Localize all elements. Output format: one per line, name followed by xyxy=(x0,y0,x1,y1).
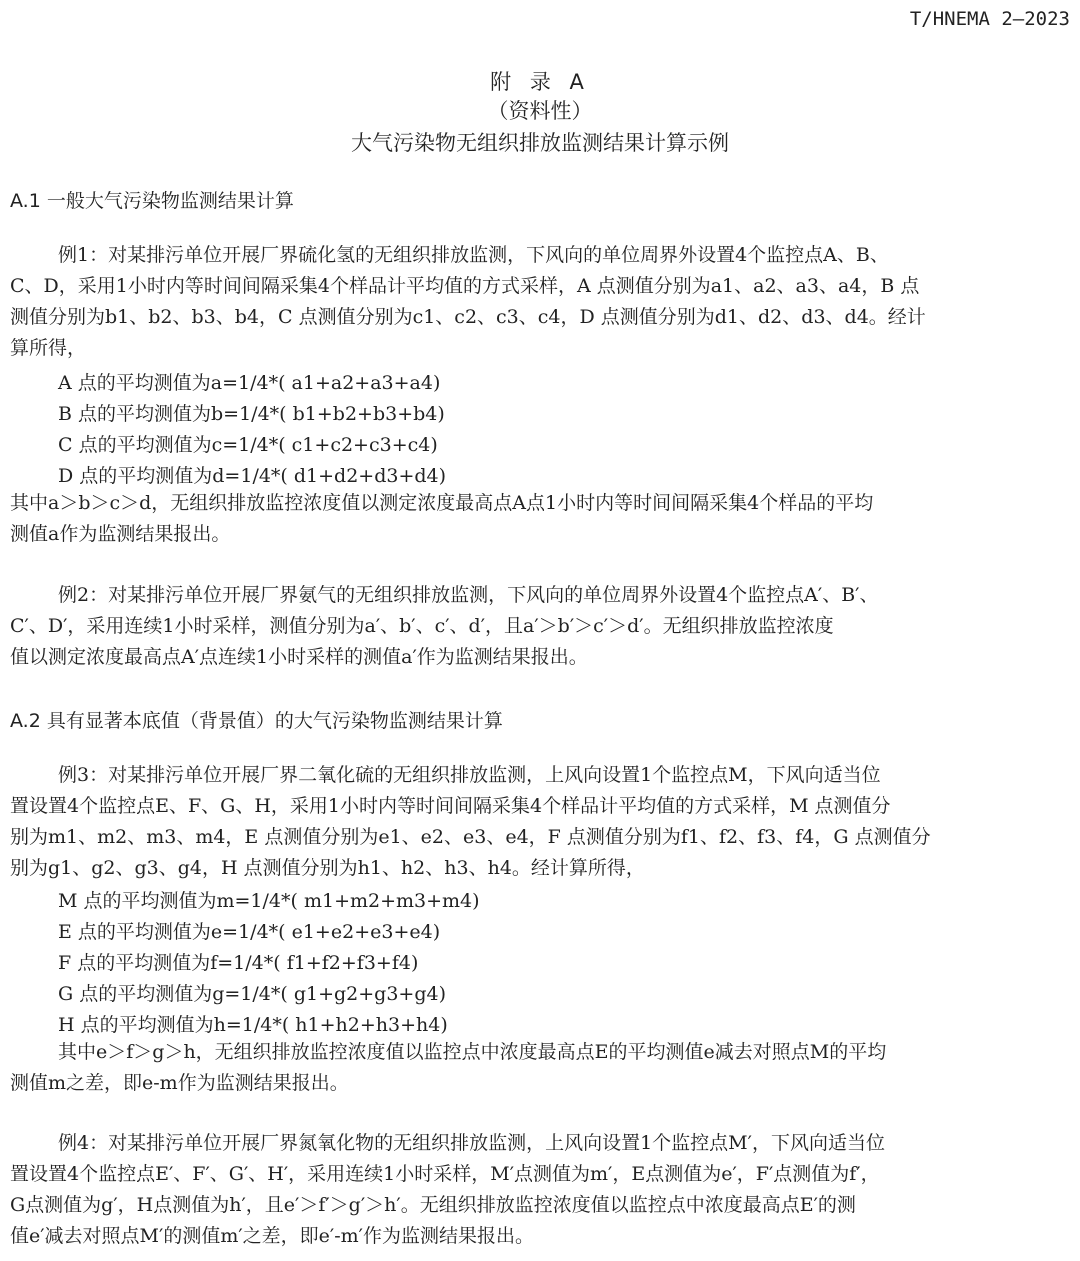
text-line: 别为m1、m2、m3、m4，E 点测值分别为e1、e2、e3、e4，F 点测值分别为f1、f2、f3、f4，G 点测值分 xyxy=(10,826,931,848)
text-line: 例3：对某排污单位开展厂界二氧化硫的无组织排放监测，上风向设置1个监控点M，下风向适当位 xyxy=(58,764,881,786)
text-line: 例1：对某排污单位开展厂界硫化氢的无组织排放监测，下风向的单位周界外设置4个监控点A、B、 xyxy=(58,244,889,266)
appendix-title: 附 录 A xyxy=(490,70,590,94)
section-heading-a2: A.2 具有显著本底值（背景值）的大气污染物监测结果计算 xyxy=(10,710,503,732)
formula-b: B 点的平均测值为b=1/4*( b1+b2+b3+b4) xyxy=(58,403,445,425)
example4-paragraph xyxy=(10,1128,1072,1252)
text-line: 测值a作为监测结果报出。 xyxy=(10,523,231,545)
example3-conclusion xyxy=(10,1037,1072,1099)
example2-paragraph xyxy=(10,580,1072,673)
example3-paragraph xyxy=(10,760,1072,884)
example1-conclusion xyxy=(10,488,1072,550)
text-line: 其中a＞b＞c＞d，无组织排放监控浓度值以测定浓度最高点A点1小时内等时间间隔采集4个样品的平均 xyxy=(10,492,874,514)
formula-d: D 点的平均测值为d=1/4*( d1+d2+d3+d4) xyxy=(58,465,447,487)
text-line: 例2：对某排污单位开展厂界氨气的无组织排放监测，下风向的单位周界外设置4个监控点A′、B′、 xyxy=(58,584,879,606)
formula-a: A 点的平均测值为a=1/4*( a1+a2+a3+a4) xyxy=(58,372,441,394)
text-line: 例4：对某排污单位开展厂界氮氧化物的无组织排放监测，上风向设置1个监控点M′，下风向适当位 xyxy=(58,1132,885,1154)
formula-c: C 点的平均测值为c=1/4*( c1+c2+c3+c4) xyxy=(58,434,438,456)
text-line: 测值分别为b1、b2、b3、b4，C 点测值分别为c1、c2、c3、c4，D 点测值分别为d1、d2、d3、d4。经计 xyxy=(10,306,926,328)
appendix-nature: （资料性） xyxy=(487,99,593,123)
text-line: C′、D′，采用连续1小时采样，测值分别为a′、b′、c′、d′，且a′＞b′＞c′＞d′。无组织排放监控浓度 xyxy=(10,615,834,637)
formula-f: F 点的平均测值为f=1/4*( f1+f2+f3+f4) xyxy=(58,952,419,974)
text-line: 值e′减去对照点M′的测值m′之差，即e′-m′作为监测结果报出。 xyxy=(10,1225,534,1247)
text-line: 置设置4个监控点E′、F′、G′、H′，采用连续1小时采样，M′点测值为m′，E点测值为e′，F′点测值为f′， xyxy=(10,1163,880,1185)
text-line: C、D，采用1小时内等时间间隔采集4个样品计平均值的方式采样，A 点测值分别为a1、a2、a3、a4，B 点 xyxy=(10,275,920,297)
formula-e: E 点的平均测值为e=1/4*( e1+e2+e3+e4) xyxy=(58,921,441,943)
formula-h: H 点的平均测值为h=1/4*( h1+h2+h3+h4) xyxy=(58,1014,448,1036)
text-line: 置设置4个监控点E、F、G、H，采用1小时内等时间间隔采集4个样品计平均值的方式采样，M 点测值分 xyxy=(10,795,891,817)
example1-paragraph xyxy=(10,240,1072,364)
text-line: 其中e＞f＞g＞h，无组织排放监控浓度值以监控点中浓度最高点E的平均测值e减去对照点M的平均 xyxy=(58,1041,887,1063)
text-line: G点测值为g′，H点测值为h′，且e′＞f′＞g′＞h′。无组织排放监控浓度值以监控点中浓度最高点E′的测 xyxy=(10,1194,856,1216)
formula-m: M 点的平均测值为m=1/4*( m1+m2+m3+m4) xyxy=(58,890,480,912)
text-line: 算所得， xyxy=(10,337,87,359)
formula-g: G 点的平均测值为g=1/4*( g1+g2+g3+g4) xyxy=(58,983,447,1005)
text-line: 值以测定浓度最高点A′点连续1小时采样的测值a′作为监测结果报出。 xyxy=(10,646,588,668)
document-code: T/HNEMA 2—2023 xyxy=(909,8,1070,30)
text-line: 别为g1、g2、g3、g4，H 点测值分别为h1、h2、h3、h4。经计算所得， xyxy=(10,857,645,879)
text-line: 测值m之差，即e-m作为监测结果报出。 xyxy=(10,1072,349,1094)
appendix-name: 大气污染物无组织排放监测结果计算示例 xyxy=(351,131,729,155)
section-heading-a1: A.1 一般大气污染物监测结果计算 xyxy=(10,190,294,212)
